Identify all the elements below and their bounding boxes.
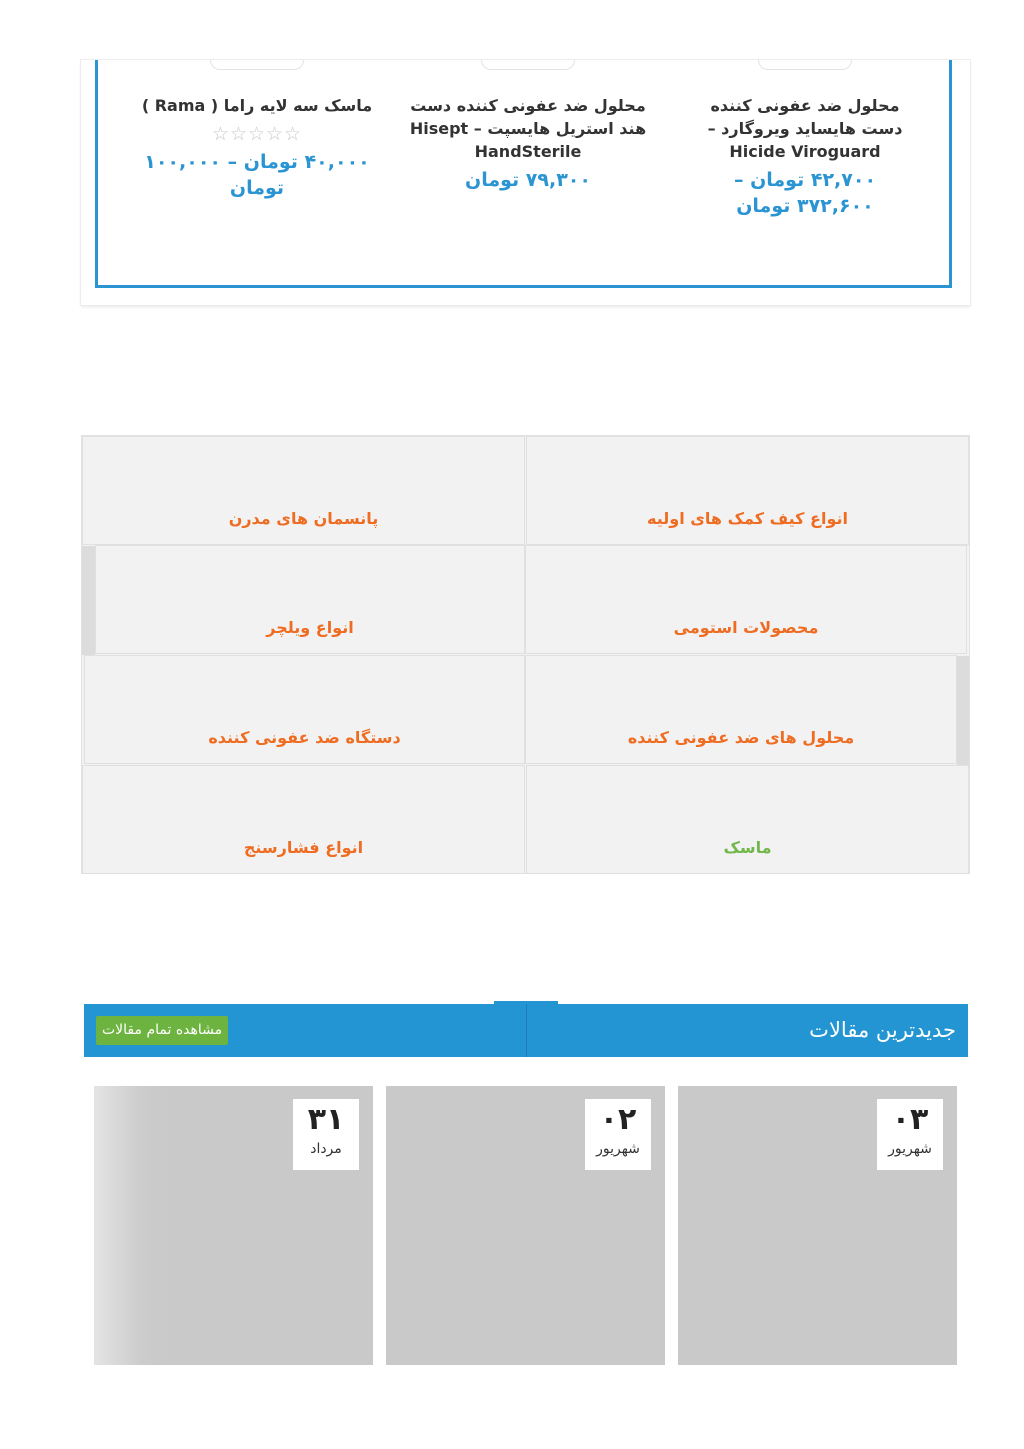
product-price: ۴۲,۷۰۰ تومان – ۳۷۲,۶۰۰ تومان: [733, 169, 877, 217]
article-card[interactable]: [678, 1086, 957, 1365]
articles-header: [84, 1004, 968, 1057]
add-to-cart-button[interactable]: [210, 60, 304, 70]
date-badge: [293, 1099, 359, 1170]
date-month: شهریور: [888, 1141, 932, 1157]
category-disinfection-devices[interactable]: دستگاه ضد عفونی کننده: [84, 655, 525, 764]
products-carousel: [81, 60, 970, 305]
product-card[interactable]: [676, 60, 934, 219]
product-card[interactable]: [128, 60, 386, 201]
date-badge: [877, 1099, 943, 1170]
date-day: ۳۱: [307, 1102, 345, 1137]
date-month: شهریور: [596, 1141, 640, 1157]
date-day: ۰۲: [599, 1102, 637, 1137]
grid-decoration: [957, 656, 969, 765]
section-title: جدیدترین مقالات: [809, 1018, 956, 1042]
product-card[interactable]: [399, 60, 657, 193]
product-price: ۷۹,۳۰۰ تومان: [465, 169, 591, 191]
product-price: ۴۰,۰۰۰ تومان – ۱۰۰,۰۰۰ تومان: [144, 151, 370, 199]
product-name[interactable]: محلول ضد عفونی کننده دست هند استریل هایسپت – Hisept HandSterile: [409, 96, 647, 161]
rating-stars-icon: ☆☆☆☆☆: [211, 123, 303, 145]
category-modern-dressings[interactable]: پانسمان های مدرن: [82, 436, 525, 545]
category-disinfectant-solutions[interactable]: محلول های ضد عفونی کننده: [525, 655, 957, 764]
product-name[interactable]: محلول ضد عفونی کننده دست هایساید ویروگارد – Hicide Viroguard: [707, 96, 903, 161]
product-name[interactable]: ماسک سه لایه راما ( Rama ): [141, 96, 373, 115]
category-ostomy-products[interactable]: محصولات استومی: [525, 545, 967, 654]
article-card[interactable]: [386, 1086, 665, 1365]
view-all-articles-button[interactable]: مشاهده تمام مقالات: [96, 1016, 228, 1045]
date-month: مرداد: [310, 1141, 342, 1157]
add-to-cart-button[interactable]: [758, 60, 852, 70]
category-grid: [81, 435, 970, 874]
date-badge: [585, 1099, 651, 1170]
header-divider: [526, 1004, 527, 1057]
category-wheelchairs[interactable]: انواع ویلچر: [95, 545, 525, 654]
products-frame: [95, 60, 952, 288]
category-masks[interactable]: ماسک: [526, 765, 969, 874]
grid-decoration: [82, 546, 95, 655]
article-card[interactable]: [94, 1086, 373, 1365]
add-to-cart-button[interactable]: [481, 60, 575, 70]
date-day: ۰۳: [891, 1102, 929, 1137]
category-first-aid-kits[interactable]: انواع کیف کمک های اولیه: [526, 436, 969, 545]
category-blood-pressure-monitors[interactable]: انواع فشارسنج: [82, 765, 525, 874]
